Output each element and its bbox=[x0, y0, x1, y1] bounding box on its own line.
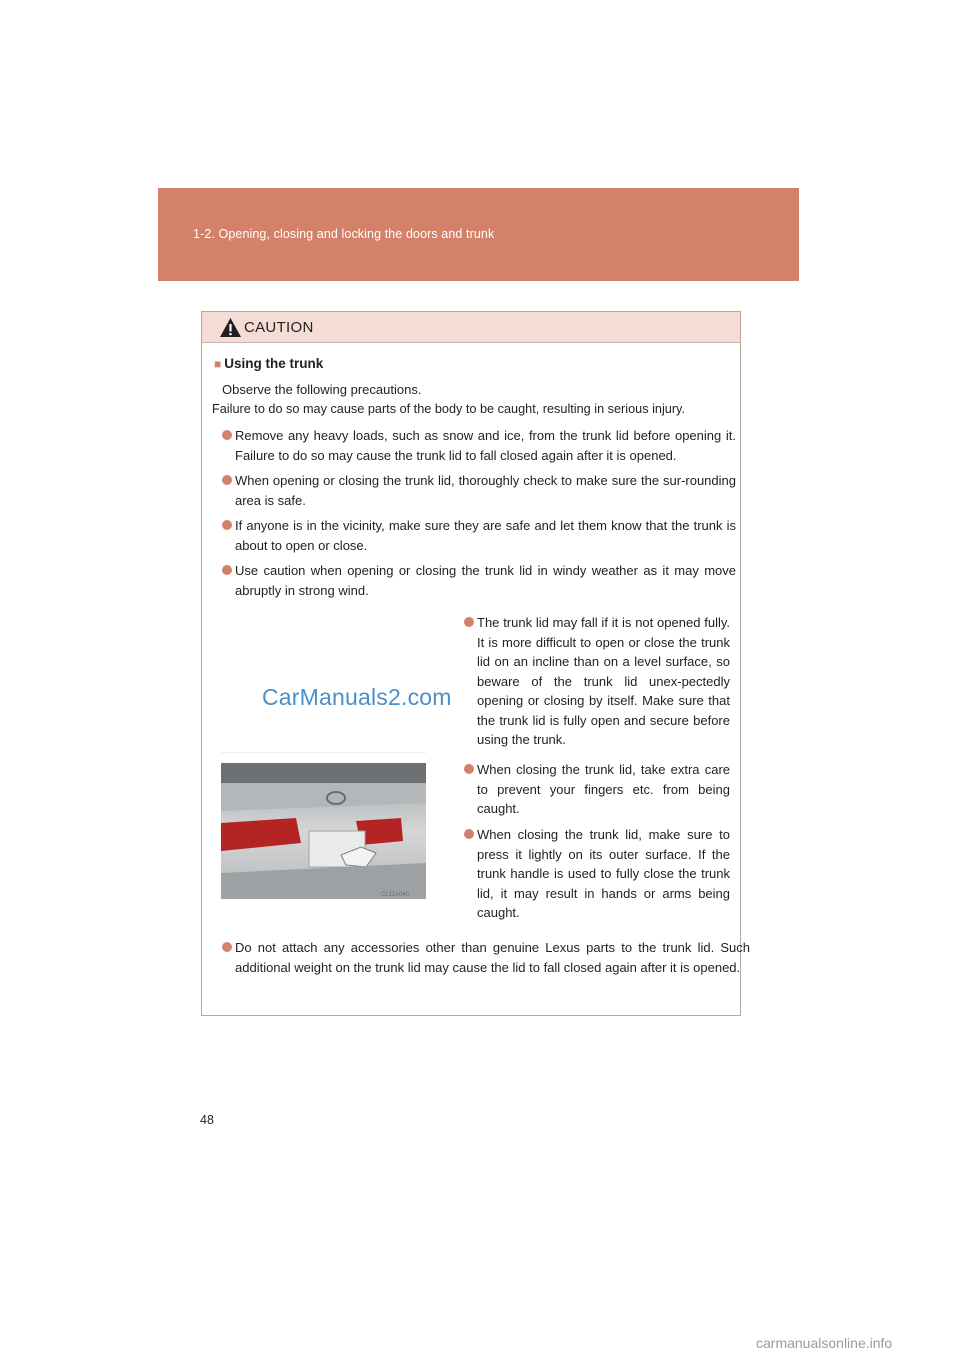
list-item bbox=[464, 825, 730, 923]
subsection-heading bbox=[214, 356, 323, 371]
list-item bbox=[464, 613, 730, 750]
dot-icon bbox=[222, 942, 232, 952]
dot-icon bbox=[464, 829, 474, 839]
dot-icon bbox=[222, 520, 232, 530]
list-item-text: If anyone is in the vicinity, make sure they are safe and let them know that the trunk is about to open or close. bbox=[235, 518, 736, 553]
section-title: 1-2. Opening, closing and locking the doors and trunk bbox=[193, 227, 495, 241]
bottom-watermark: carmanualsonline.info bbox=[756, 1335, 893, 1351]
page-number: 48 bbox=[200, 1113, 214, 1127]
list-item-text: Do not attach any accessories other than genuine Lexus parts to the trunk lid. Such additional weight on the trunk lid may cause the lid to fall closed again after it is opened. bbox=[235, 940, 750, 975]
list-item-text: When closing the trunk lid, take extra care to prevent your fingers etc. from being caught. bbox=[477, 762, 730, 816]
caution-title: CAUTION bbox=[244, 319, 314, 336]
list-item-text: Use caution when opening or closing the trunk lid in windy weather as it may move abruptly in strong wind. bbox=[235, 563, 736, 598]
trunk-illustration bbox=[221, 763, 426, 899]
section-header bbox=[158, 188, 799, 281]
intro-line: Failure to do so may cause parts of the body to be caught, resulting in serious injury. bbox=[212, 402, 685, 416]
dot-icon bbox=[464, 764, 474, 774]
list-item bbox=[222, 516, 736, 555]
list-item bbox=[222, 471, 736, 510]
list-item-text: When closing the trunk lid, make sure to press it lightly on its outer surface. If the trunk handle is used to fully close the trunk lid, it may result in hands or arms being caught. bbox=[477, 827, 730, 920]
dot-icon bbox=[464, 617, 474, 627]
dot-icon bbox=[222, 430, 232, 440]
subsection-title: Using the trunk bbox=[224, 356, 324, 371]
dot-icon bbox=[222, 475, 232, 485]
list-item bbox=[222, 426, 736, 465]
caution-header bbox=[202, 312, 740, 343]
list-item-text: When opening or closing the trunk lid, thoroughly check to make sure the sur-rounding area is safe. bbox=[235, 473, 736, 508]
divider bbox=[221, 752, 426, 753]
caution-box bbox=[201, 311, 750, 1016]
list-item-text: Remove any heavy loads, such as snow and ice, from the trunk lid before opening it. Failure to do so may cause the trunk lid to fall closed again after it is opened. bbox=[235, 428, 736, 463]
list-item bbox=[222, 561, 736, 600]
list-item bbox=[464, 760, 730, 819]
car-rear-illustration bbox=[221, 763, 426, 899]
warning-triangle-icon bbox=[219, 317, 242, 338]
list-item bbox=[222, 938, 750, 977]
dot-icon bbox=[222, 565, 232, 575]
square-icon: ■ bbox=[214, 357, 222, 371]
intro-line: Observe the following precautions. bbox=[222, 382, 422, 397]
image-code: CL11A040 bbox=[381, 892, 409, 898]
list-item-text: The trunk lid may fall if it is not opened fully. It is more difficult to open or close the trunk lid on an incline than on a level surface, so beware of the trunk lid unex-pectedly opening or closing by itself. Make sure that the trunk lid is fully open and secure before using the trunk. bbox=[477, 615, 730, 747]
watermark: CarManuals2.com bbox=[262, 684, 452, 710]
